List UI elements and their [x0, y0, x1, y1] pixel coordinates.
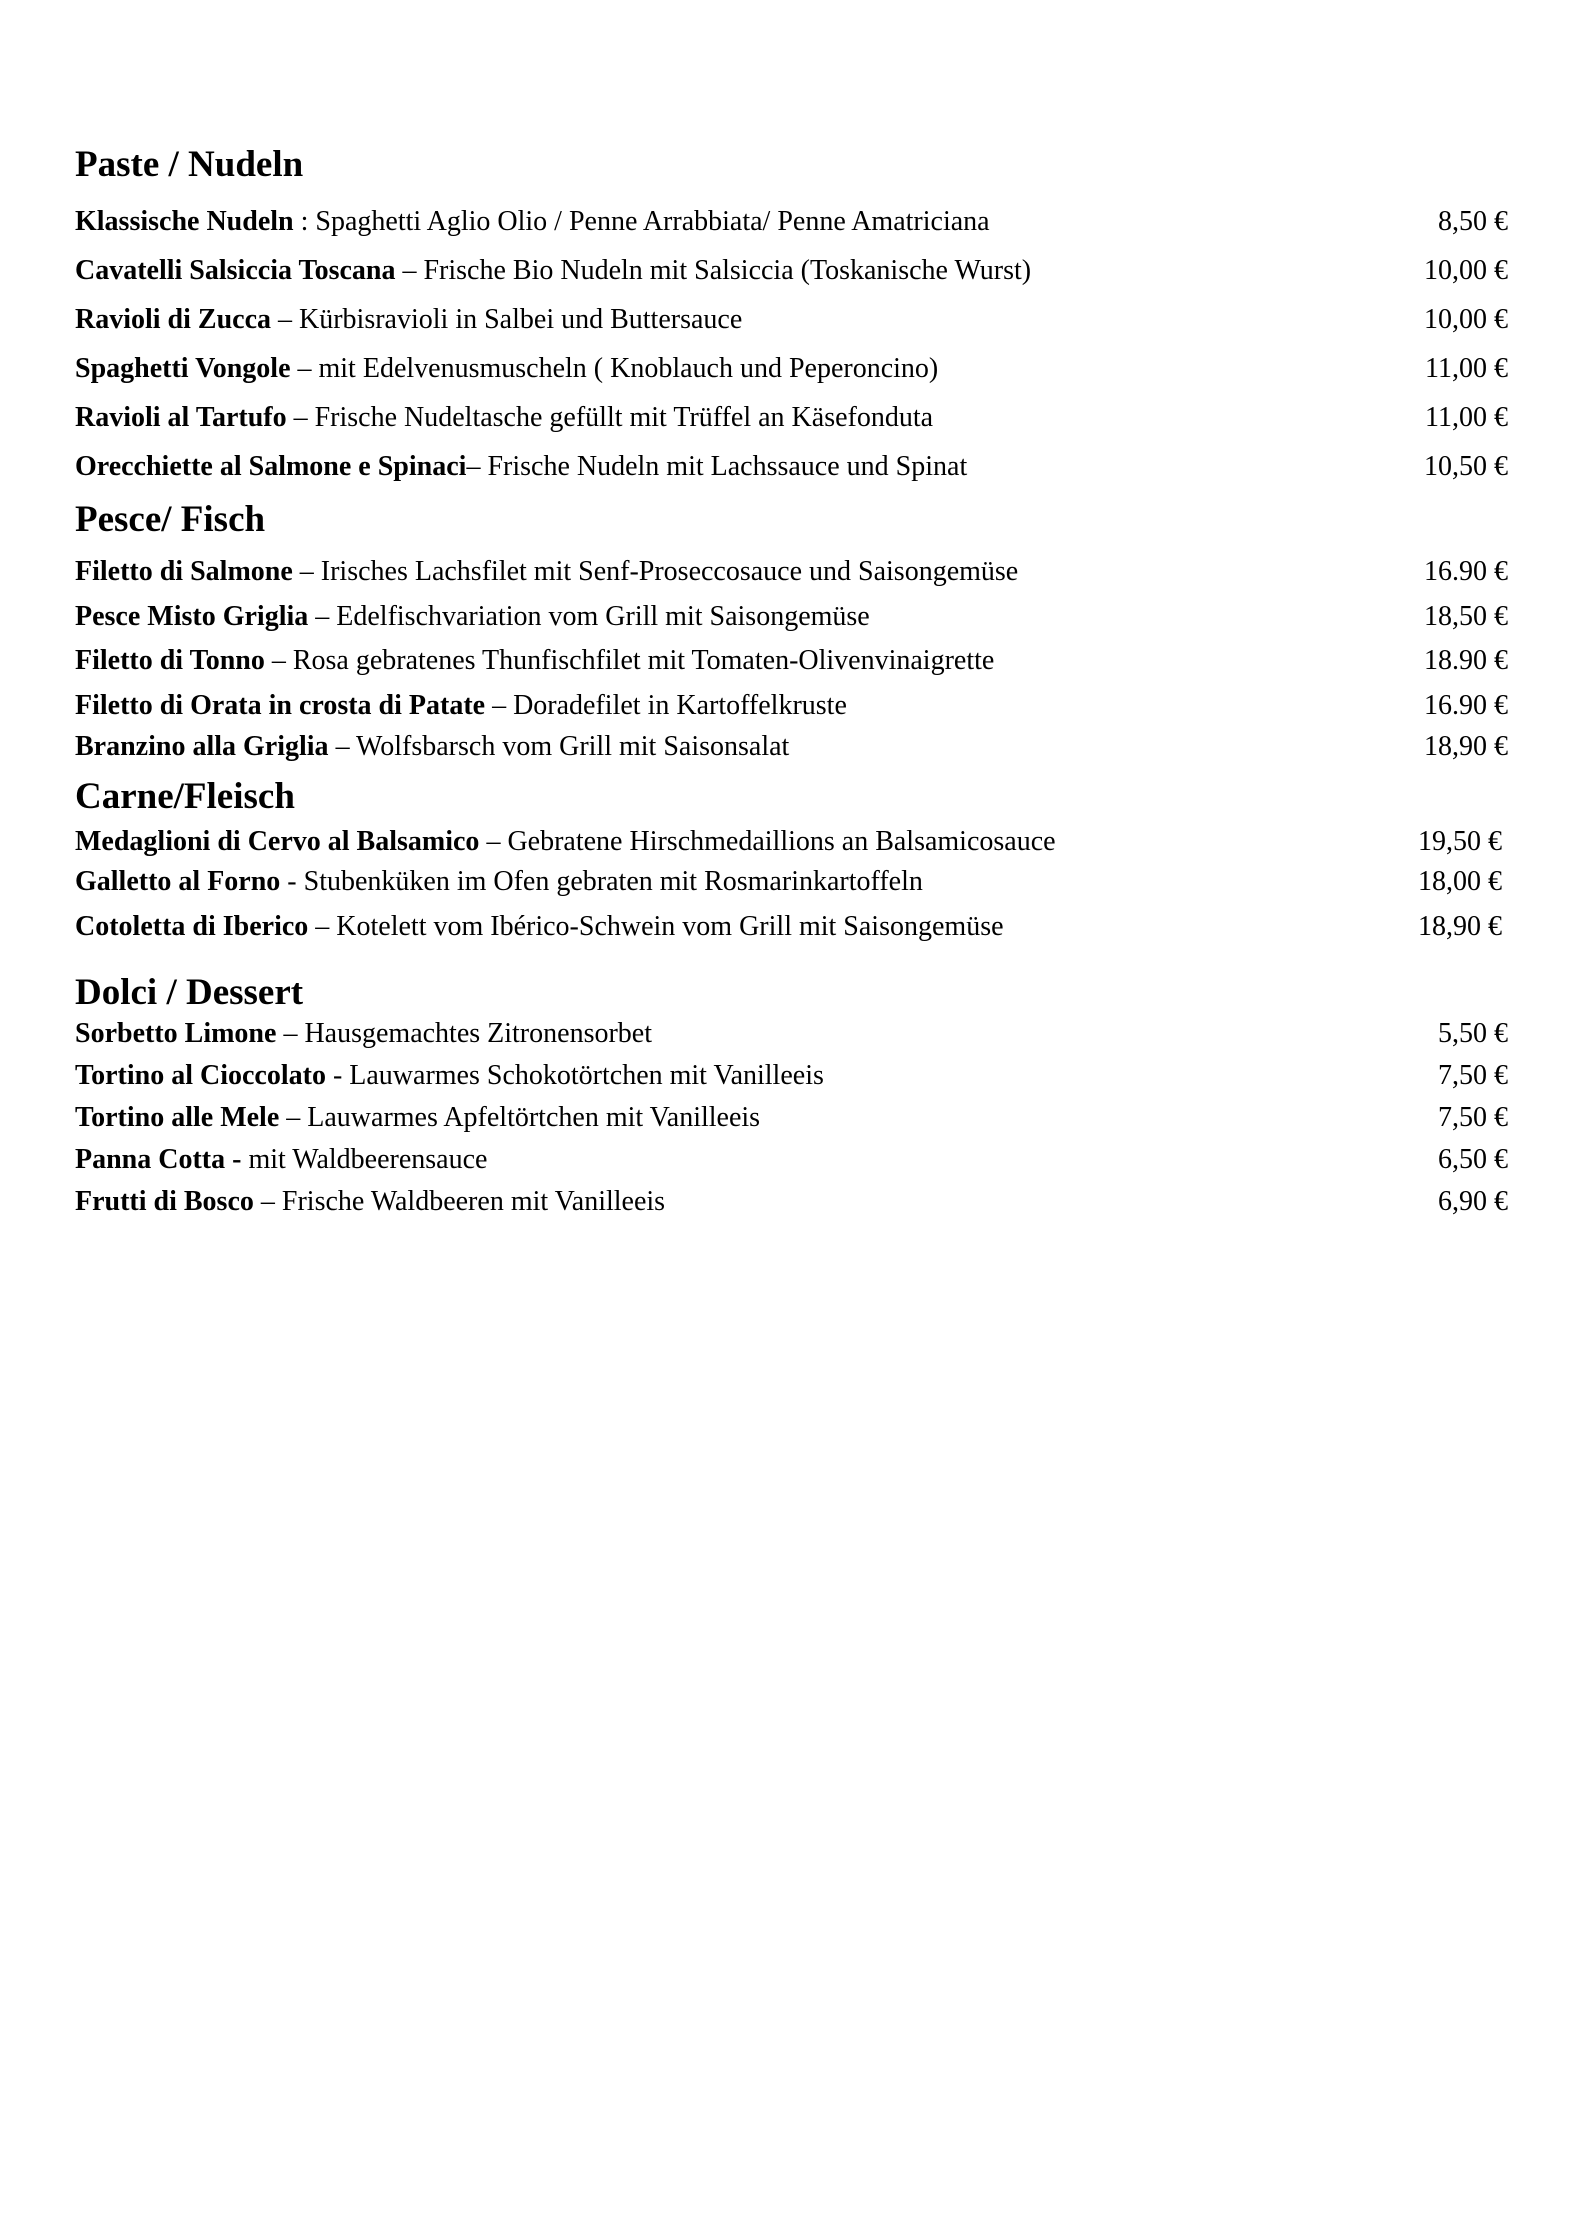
item-price: 16.90 € [1424, 690, 1508, 721]
menu-item [75, 202, 1508, 242]
menu-item [75, 398, 1508, 438]
item-description: : Spaghetti Aglio Olio / Penne Arrabbiata/ Penne Amatriciana [293, 206, 990, 237]
item-price: 10,00 € [1424, 255, 1508, 286]
item-name: Panna Cotta - [75, 1144, 242, 1175]
item-name: Spaghetti Vongole [75, 353, 291, 384]
section-title-dolci: Dolci / Dessert [75, 972, 304, 1013]
item-description: – Kotelett vom Ibérico-Schwein vom Grill mit Saisongemüse [308, 911, 1004, 942]
item-description: – Hausgemachtes Zitronensorbet [276, 1018, 652, 1049]
menu-item [75, 1056, 1508, 1096]
item-name: Cavatelli Salsiccia Toscana [75, 255, 396, 286]
item-price: 6,50 € [1438, 1144, 1508, 1175]
item-price: 10,00 € [1424, 304, 1508, 335]
item-name: Klassische Nudeln [75, 206, 294, 237]
item-price: 10,50 € [1424, 451, 1508, 482]
item-name: Orecchiette al Salmone e Spinaci [75, 451, 467, 482]
item-price: 16.90 € [1424, 556, 1508, 587]
item-name: Filetto di Salmone [75, 556, 293, 587]
menu-item [75, 447, 1508, 487]
item-name: Filetto di Orata in crosta di Patate [75, 690, 486, 721]
item-price: 5,50 € [1438, 1018, 1508, 1049]
item-description: – Kürbisravioli in Salbei und Buttersauce [271, 304, 743, 335]
item-name: Filetto di Tonno [75, 645, 265, 676]
section-title-carne: Carne/Fleisch [75, 776, 295, 817]
section-title-paste: Paste / Nudeln [75, 144, 304, 185]
item-name: Ravioli di Zucca [75, 304, 272, 335]
item-name: Branzino alla Griglia [75, 731, 329, 762]
item-description: - Lauwarmes Schokotörtchen mit Vanilleeis [325, 1060, 824, 1091]
menu-item [75, 552, 1508, 592]
menu-item [75, 907, 1508, 947]
item-price: 7,50 € [1438, 1060, 1508, 1091]
item-price: 18,90 € [1418, 911, 1502, 942]
item-price: 8,50 € [1438, 206, 1508, 237]
menu-item [75, 862, 1508, 902]
item-description: - Stubenküken im Ofen gebraten mit Rosmarinkartoffeln [280, 866, 923, 897]
item-price: 18,50 € [1424, 601, 1508, 632]
section-title-pesce: Pesce/ Fisch [75, 499, 266, 540]
item-price: 7,50 € [1438, 1102, 1508, 1133]
item-description: mit Waldbeerensauce [241, 1144, 488, 1175]
item-description: – Gebratene Hirschmedaillions an Balsamicosauce [479, 826, 1056, 857]
menu-item [75, 727, 1508, 767]
item-description: – Wolfsbarsch vom Grill mit Saisonsalat [328, 731, 790, 762]
item-description: – Frische Bio Nudeln mit Salsiccia (Toskanische Wurst) [395, 255, 1032, 286]
menu-item [75, 1098, 1508, 1138]
item-price: 18,90 € [1424, 731, 1508, 762]
item-name: Sorbetto Limone [75, 1018, 277, 1049]
item-name: Tortino alle Mele [75, 1102, 280, 1133]
menu-item [75, 300, 1508, 340]
item-name: Medaglioni di Cervo al Balsamico [75, 826, 480, 857]
menu-item [75, 1014, 1508, 1054]
item-name: Cotoletta di Iberico [75, 911, 309, 942]
item-name: Tortino al Cioccolato [75, 1060, 326, 1091]
item-name: Galletto al Forno [75, 866, 281, 897]
menu-item [75, 1140, 1508, 1180]
item-name: Ravioli al Tartufo [75, 402, 287, 433]
item-price: 11,00 € [1425, 402, 1508, 433]
menu-item [75, 686, 1508, 726]
item-price: 18.90 € [1424, 645, 1508, 676]
item-description: – Rosa gebratenes Thunfischfilet mit Tomaten-Olivenvinaigrette [264, 645, 995, 676]
item-description: – Edelfischvariation vom Grill mit Saisongemüse [308, 601, 870, 632]
item-description: – Irisches Lachsfilet mit Senf-Proseccosauce und Saisongemüse [292, 556, 1019, 587]
item-description: – Frische Nudeltasche gefüllt mit Trüffel an Käsefonduta [286, 402, 934, 433]
item-name: Pesce Misto Griglia [75, 601, 309, 632]
item-description: – Frische Nudeln mit Lachssauce und Spinat [466, 451, 968, 482]
item-description: – mit Edelvenusmuscheln ( Knoblauch und Peperoncino) [290, 353, 939, 384]
item-price: 18,00 € [1418, 866, 1502, 897]
menu-item [75, 822, 1508, 862]
item-price: 11,00 € [1425, 353, 1508, 384]
menu-item [75, 641, 1508, 681]
item-description: – Frische Waldbeeren mit Vanilleeis [253, 1186, 666, 1217]
item-price: 6,90 € [1438, 1186, 1508, 1217]
menu-item [75, 597, 1508, 637]
item-name: Frutti di Bosco [75, 1186, 254, 1217]
menu-item [75, 1182, 1508, 1222]
item-description: – Lauwarmes Apfeltörtchen mit Vanilleeis [279, 1102, 761, 1133]
item-price: 19,50 € [1418, 826, 1502, 857]
item-description: – Doradefilet in Kartoffelkruste [485, 690, 847, 721]
menu-item [75, 349, 1508, 389]
menu-item [75, 251, 1508, 291]
